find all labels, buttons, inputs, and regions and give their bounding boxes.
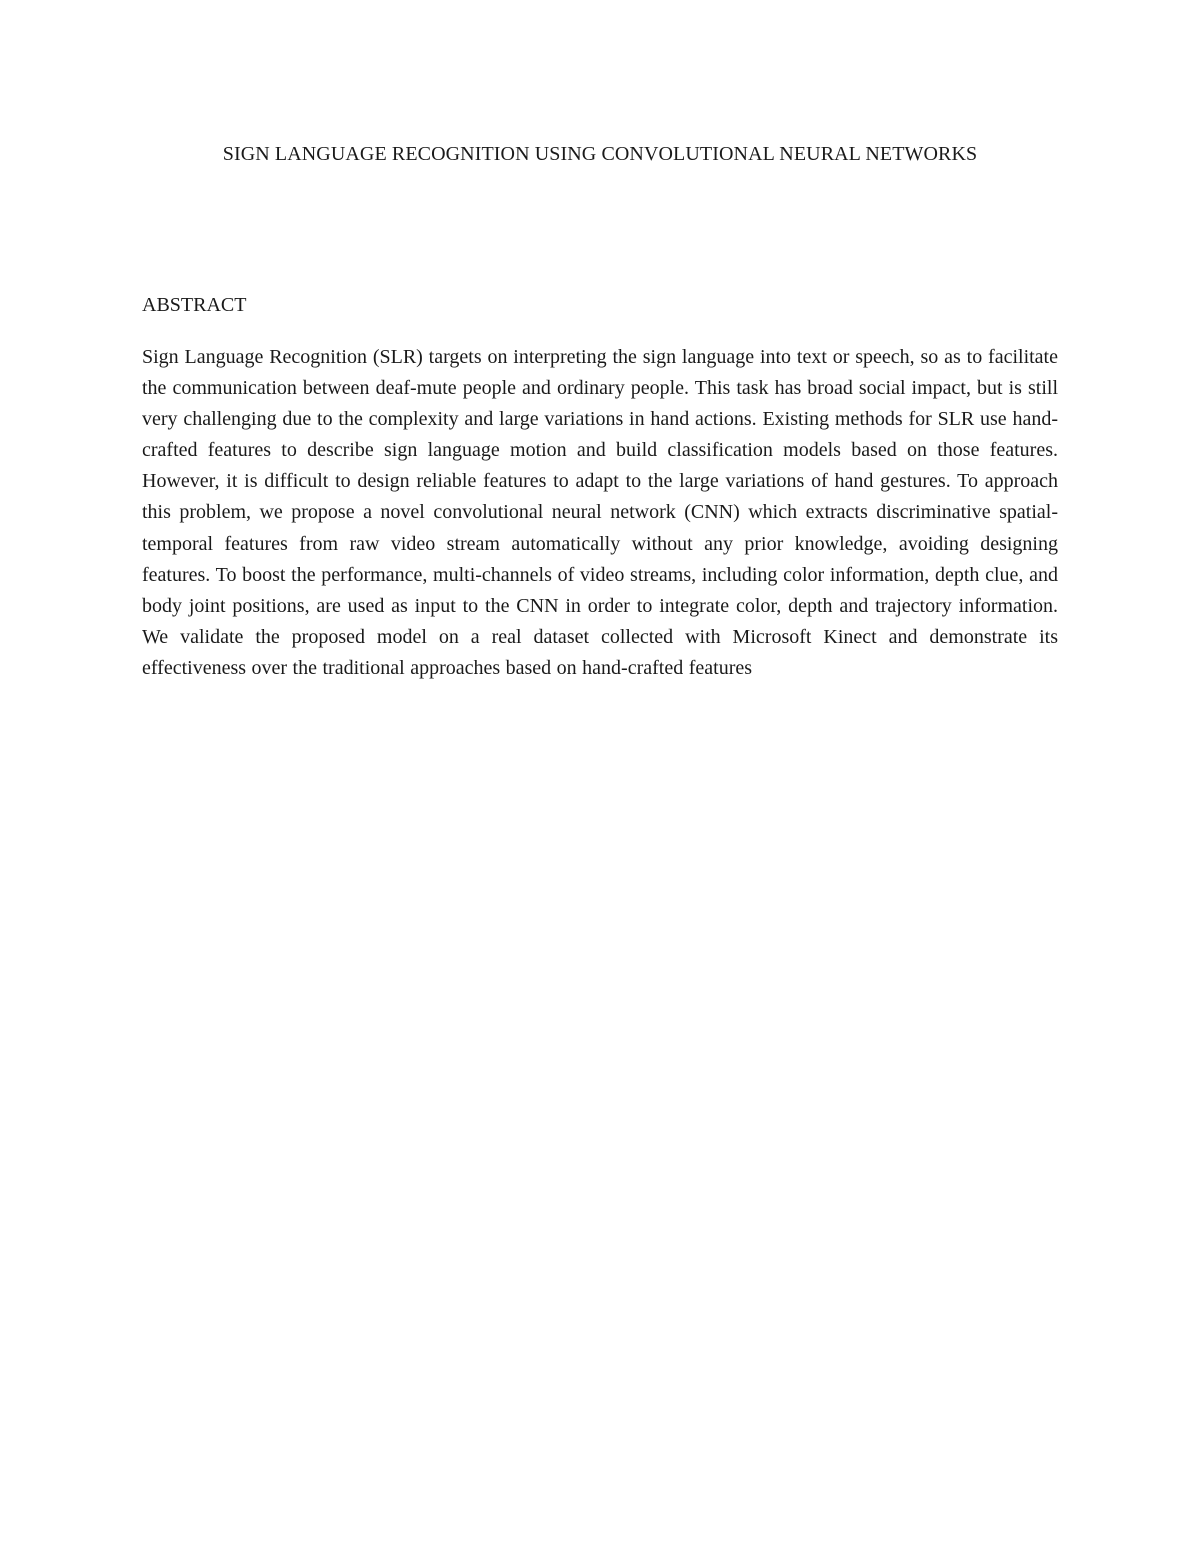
document-title: SIGN LANGUAGE RECOGNITION USING CONVOLUTIONAL NEURAL NETWORKS	[222, 143, 978, 165]
abstract-heading: ABSTRACT	[142, 294, 247, 316]
abstract-text: Sign Language Recognition (SLR) targets on interpreting the sign language into text or speech, so as to facilitate the communication between deaf-mute people and ordinary people. This task has broad social impact, but is still very challenging due to the complexity and large variations in hand actions. Existing methods for SLR use hand-crafted features to describe sign language motion and build classification models based on those features. However, it is difficult to design reliable features to adapt to the large variations of hand gestures. To approach this problem, we propose a novel convolutional neural network (CNN) which extracts discriminative spatial-temporal features from raw video stream automatically without any prior knowledge, avoiding designing features. To boost the performance, multi-channels of video streams, including color information, depth clue, and body joint positions, are used as input to the CNN in order to integrate color, depth and trajectory information. We validate the proposed model on a real dataset collected with Microsoft Kinect and demonstrate its effectiveness over the traditional approaches based on hand-crafted features	[142, 346, 1058, 679]
